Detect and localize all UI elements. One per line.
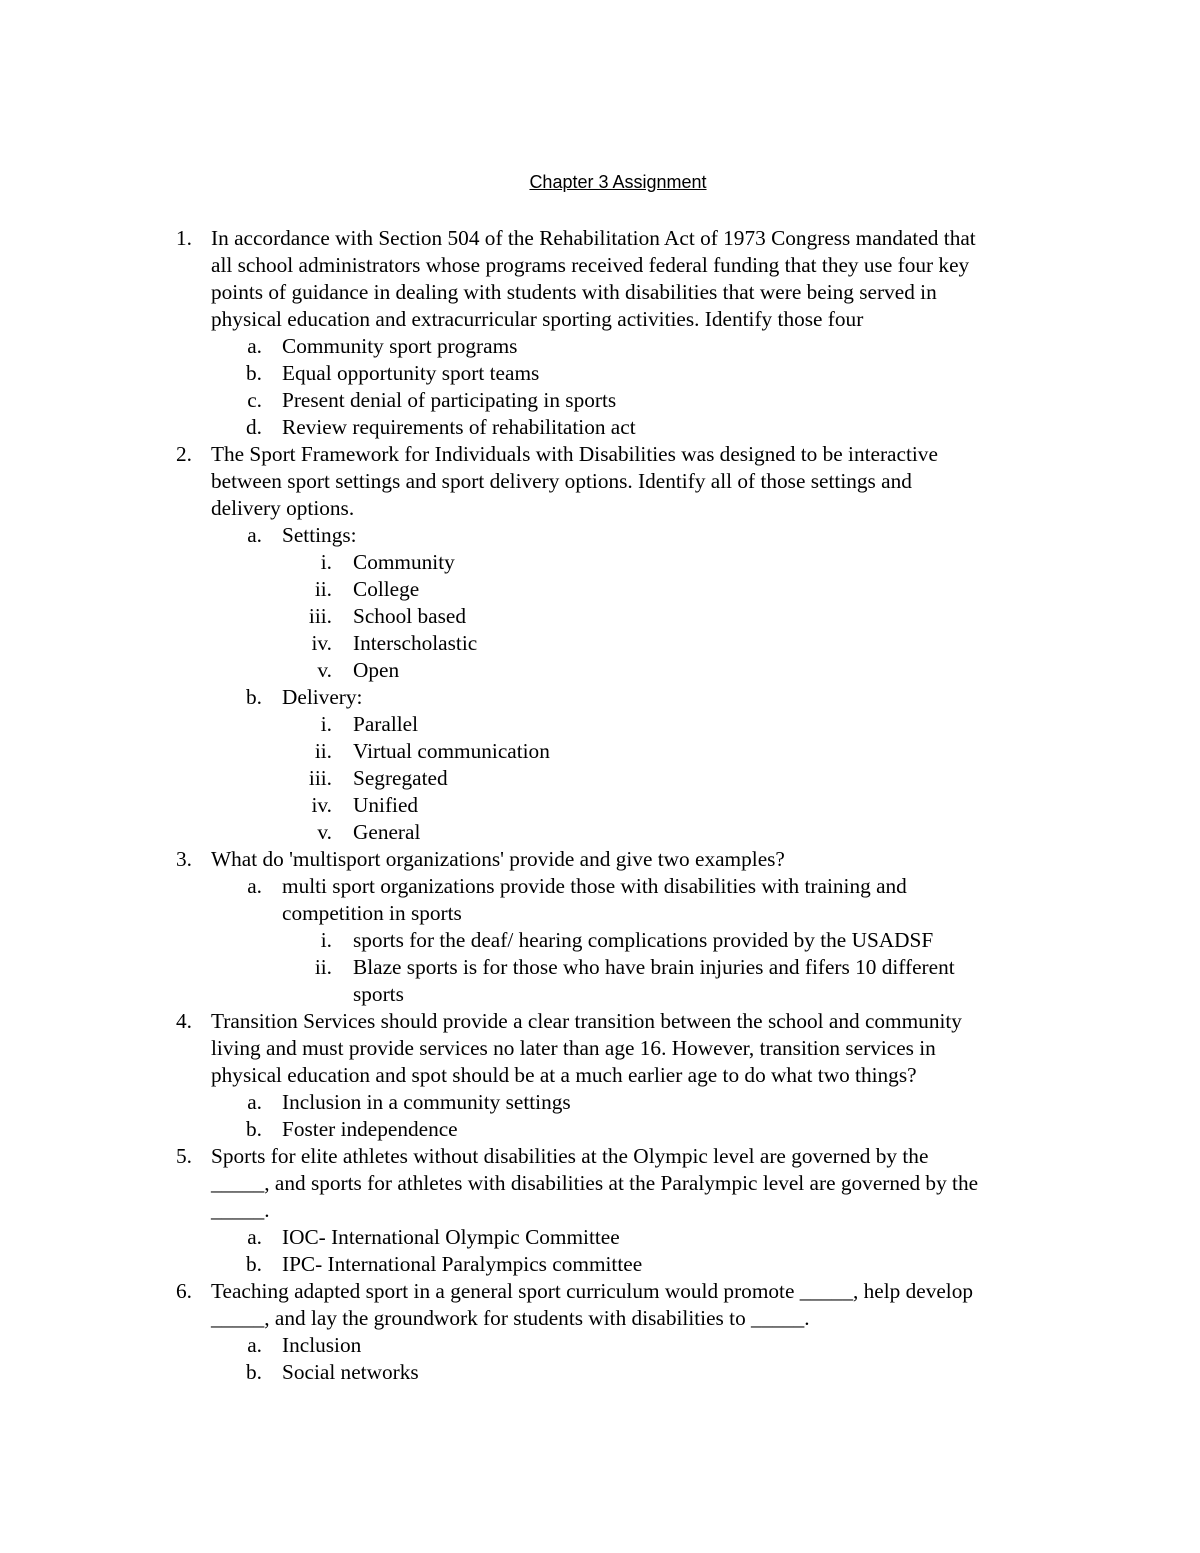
- question-text: The Sport Framework for Individuals with Disabilities was designed to be interactive: [211, 442, 938, 466]
- question-text-line: living and must provide services no later than age 16. However, transition services in: [211, 1036, 936, 1060]
- question-text-line: all school administrators whose programs received federal funding that they use four key: [211, 253, 970, 277]
- sub-answer-item: v. Open: [317, 658, 400, 682]
- question-text-line: physical education and extracurricular sporting activities. Identify those four: [211, 307, 864, 331]
- answer-item: b. IPC- International Paralympics committee: [246, 1252, 643, 1276]
- question-text: Transition Services should provide a clear transition between the school and community: [211, 1009, 962, 1033]
- question-4: [0, 1008, 1200, 1035]
- question-text: Teaching adapted sport in a general sport curriculum would promote _____, help develop: [211, 1279, 974, 1303]
- answer-text-line: competition in sports: [282, 901, 462, 925]
- question-text: In accordance with Section 504 of the Rehabilitation Act of 1973 Congress mandated that: [211, 226, 976, 250]
- question-text: What do 'multisport organizations' provide and give two examples?: [211, 847, 785, 871]
- sub-answer-item: iv. Interscholastic: [311, 631, 478, 655]
- sub-answer-item: iii. School based: [308, 604, 466, 628]
- answer-item: a. Community sport programs: [247, 334, 518, 358]
- sub-answer-item: ii. College: [314, 577, 420, 601]
- sub-answer-item: v. General: [317, 820, 421, 844]
- answer-item: c. Present denial of participating in sports: [247, 388, 617, 412]
- question-list: [0, 225, 1200, 1386]
- question-number: 1.: [176, 226, 192, 250]
- sub-answer-item: i. Community: [320, 550, 455, 574]
- question-number: 5.: [176, 1144, 192, 1168]
- page-title: Chapter 3 Assignment: [529, 172, 707, 192]
- question-number: 6.: [176, 1279, 192, 1303]
- answer-item: a. Inclusion in a community settings: [247, 1090, 571, 1114]
- sub-answer-item: ii. Virtual communication: [314, 739, 550, 763]
- question-text-line: delivery options.: [211, 496, 355, 520]
- sub-answer-item: iv. Unified: [311, 793, 419, 817]
- answer-item: b. Delivery:: [246, 685, 363, 709]
- question-text-line: _____.: [211, 1198, 270, 1222]
- question-text-line: points of guidance in dealing with students with disabilities that were being served in: [211, 280, 937, 304]
- answer-item: a. Inclusion: [247, 1333, 362, 1357]
- question-number: 3.: [176, 847, 192, 871]
- question-number: 4.: [176, 1009, 192, 1033]
- answer-item: b. Equal opportunity sport teams: [246, 361, 540, 385]
- answer-item: b. Social networks: [246, 1360, 419, 1384]
- question-2: [0, 441, 1200, 468]
- question-6: [0, 1278, 1200, 1305]
- sub-answer-item: ii. Blaze sports is for those who have brain injuries and fifers 10 different: [314, 955, 955, 979]
- sub-answer-item: i. sports for the deaf/ hearing complications provided by the USADSF: [320, 928, 934, 952]
- question-text-line: _____, and lay the groundwork for students with disabilities to _____.: [211, 1306, 810, 1330]
- question-text-line: _____, and sports for athletes with disabilities at the Paralympic level are governed by the: [211, 1171, 979, 1195]
- sub-answer-text-line: sports: [353, 982, 404, 1006]
- answer-item: a. IOC- International Olympic Committee: [247, 1225, 620, 1249]
- question-3: [0, 846, 1200, 873]
- question-text-line: physical education and spot should be at a much earlier age to do what two things?: [211, 1063, 917, 1087]
- answer-item: a. Settings:: [247, 523, 357, 547]
- answer-item: a. multi sport organizations provide those with disabilities with training and: [247, 874, 907, 898]
- sub-answer-item: iii. Segregated: [308, 766, 448, 790]
- answer-item: b. Foster independence: [246, 1117, 458, 1141]
- answer-item: d. Review requirements of rehabilitation act: [246, 415, 636, 439]
- question-1: [0, 225, 1200, 252]
- question-text-line: between sport settings and sport delivery options. Identify all of those settings and: [211, 469, 912, 493]
- question-5: [0, 1143, 1200, 1170]
- question-number: 2.: [176, 442, 192, 466]
- question-text: Sports for elite athletes without disabilities at the Olympic level are governed by the: [211, 1144, 929, 1168]
- sub-answer-item: i. Parallel: [320, 712, 419, 736]
